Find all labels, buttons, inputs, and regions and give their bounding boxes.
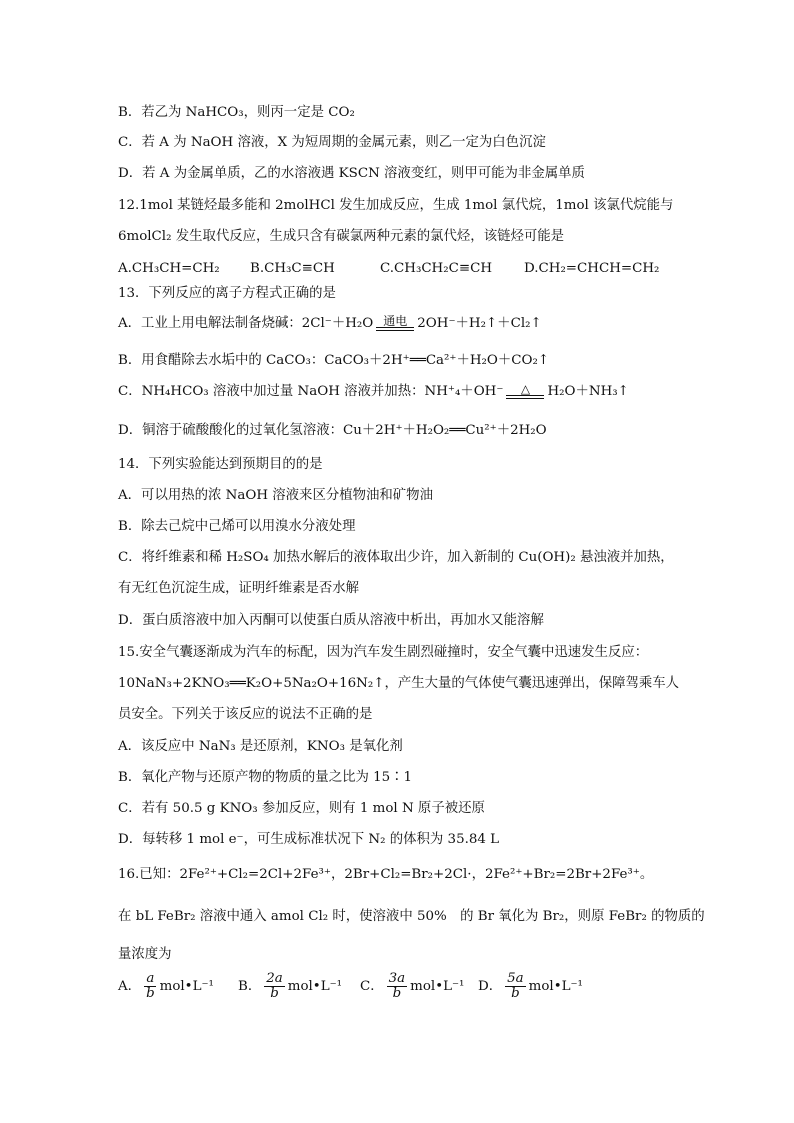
q12-stem-line1: 12.1mol 某链烃最多能和 2molHCl 发生加成反应，生成 1mol 氯代烷，1mol 该氯代烷能与 [118, 198, 674, 213]
q16-option-a [118, 972, 238, 1001]
fraction [387, 972, 408, 1001]
fraction-denominator: b [392, 986, 402, 1001]
fraction-denominator: b [146, 986, 155, 1001]
q13a-arrow-label: 通电 [383, 314, 408, 328]
q14-option-d: D．蛋白质溶液中加入丙酮可以使蛋白质从溶液中析出，再加水又能溶解 [118, 613, 544, 628]
q15-stem-line2: 10NaN₃+2KNO₃══K₂O+5Na₂O+16N₂↑，产生大量的气体使气囊迅速弹出，保障驾乘车人 [118, 676, 680, 691]
q13a-lhs: A．工业上用电解法制备烧碱：2Cl⁻＋H₂O [118, 316, 374, 331]
q13-option-c [118, 383, 629, 401]
q13c-lhs: C．NH₄HCO₃ 溶液中加过量 NaOH 溶液并加热：NH⁺₄＋OH⁻ [118, 384, 504, 399]
option-letter: D． [478, 979, 503, 994]
fraction [144, 972, 157, 1001]
equal-arrow-bar [376, 327, 414, 331]
q15-option-c: C．若有 50.5 g KNO₃ 参加反应，则有 1 mol N 原子被还原 [118, 801, 485, 816]
q16-stem-line1: 在 bL FeBr₂ 溶液中通入 amol Cl₂ 时，使溶液中 50% 的 Br 氧化为 Br₂，则原 FeBr₂ 的物质的 [118, 909, 705, 924]
q11-option-d: D．若 A 为金属单质，乙的水溶液遇 KSCN 溶液变红，则甲可能为非金属单质 [118, 166, 585, 181]
q11-option-c: C．若 A 为 NaOH 溶液，X 为短周期的金属元素，则乙一定为白色沉淀 [118, 135, 546, 150]
q16-stem-line2: 量浓度为 [118, 947, 172, 962]
q13-option-b: B．用食醋除去水垢中的 CaCO₃：CaCO₃＋2H⁺══Ca²⁺＋H₂O＋CO₂↑ [118, 353, 550, 368]
fraction-denominator: b [270, 986, 279, 1001]
unit: mol•L⁻¹ [287, 979, 343, 994]
q12-option-a: A.CH₃CH=CH₂ [118, 261, 220, 276]
q16-options [118, 972, 583, 1001]
q16-option-b [238, 972, 360, 1001]
q16-option-d [478, 972, 583, 1001]
q15-stem-line3: 员安全。下列关于该反应的说法不正确的是 [118, 707, 373, 722]
fraction-numerator: 2a [266, 971, 283, 986]
q14-option-c-line1: C．将纤维素和稀 H₂SO₄ 加热水解后的液体取出少许，加入新制的 Cu(OH)₂ 悬浊液并加热， [118, 550, 674, 565]
q11-option-b: B．若乙为 NaHCO₃，则丙一定是 CO₂ [118, 105, 355, 120]
q14-option-b: B．除去己烷中己烯可以用溴水分液处理 [118, 519, 356, 534]
q14-option-a: A．可以用热的浓 NaOH 溶液来区分植物油和矿物油 [118, 488, 433, 503]
q15-option-d: D．每转移 1 mol e⁻，可生成标准状况下 N₂ 的体积为 35.84 L [118, 832, 500, 847]
option-letter: C． [360, 979, 384, 994]
q12-options [118, 260, 659, 278]
q13-option-a [118, 315, 542, 333]
option-letter: A． [118, 979, 142, 994]
q13a-arrow [376, 316, 414, 331]
q12-option-c: C.CH₃CH₂C≡CH [380, 261, 492, 276]
unit: mol•L⁻¹ [410, 979, 465, 994]
q14-stem: 14．下列实验能达到预期目的的是 [118, 457, 323, 472]
fraction-numerator: 5a [507, 971, 524, 986]
q13-option-d: D．铜溶于硫酸酸化的过氧化氢溶液：Cu＋2H⁺＋H₂O₂══Cu²⁺＋2H₂O [118, 423, 547, 438]
q13c-arrow [506, 384, 544, 399]
q12-option-b: B.CH₃C≡CH [250, 261, 335, 276]
q13c-arrow-label: △ [520, 382, 531, 396]
q12-option-d: D.CH₂=CHCH=CH₂ [524, 261, 660, 276]
q15-option-b: B．氧化产物与还原产物的物质的量之比为 15∶1 [118, 770, 413, 785]
q13c-rhs: H₂O＋NH₃↑ [547, 384, 629, 399]
q15-stem-line1: 15.安全气囊逐渐成为汽车的标配，因为汽车发生剧烈碰撞时，安全气囊中迅速发生反应： [118, 645, 649, 660]
option-letter: B． [238, 979, 262, 994]
fraction-denominator: b [511, 986, 520, 1001]
fraction [505, 972, 526, 1001]
q16-option-c [360, 972, 478, 1001]
fraction [264, 972, 285, 1001]
q12-stem-line2: 6molCl₂ 发生取代反应，生成只含有碳氯两种元素的氯代烃，该链烃可能是 [118, 229, 565, 244]
unit: mol•L⁻¹ [528, 979, 583, 994]
q13-stem: 13．下列反应的离子方程式正确的是 [118, 286, 336, 301]
unit: mol•L⁻¹ [159, 979, 214, 994]
q14-option-c-line2: 有无红色沉淀生成，证明纤维素是否水解 [118, 581, 360, 596]
q13a-rhs: 2OH⁻＋H₂↑＋Cl₂↑ [417, 316, 542, 331]
fraction-numerator: 3a [388, 971, 406, 986]
fraction-numerator: a [146, 971, 155, 986]
equal-arrow-bar [506, 395, 544, 399]
q16-given: 16.已知：2Fe²⁺+Cl₂=2Cl+2Fe³⁺，2Br+Cl₂=Br₂+2Cl·，2Fe²⁺+Br₂=2Br+2Fe³⁺。 [118, 867, 654, 882]
q15-option-a: A．该反应中 NaN₃ 是还原剂，KNO₃ 是氧化剂 [118, 739, 403, 754]
